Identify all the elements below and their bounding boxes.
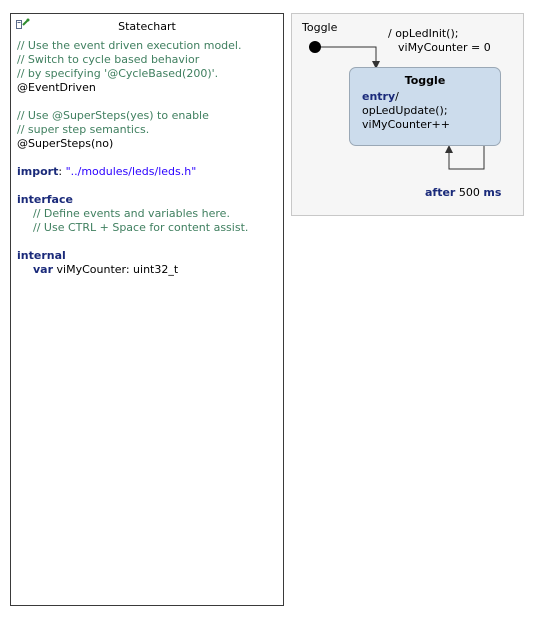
initial-state-dot: [309, 41, 321, 53]
interface-keyword: interface: [17, 193, 73, 206]
initial-transition: [321, 47, 376, 67]
entry-slash: /: [395, 90, 399, 103]
var-keyword: var: [33, 263, 54, 276]
definition-code[interactable]: [17, 39, 248, 277]
after-unit: ms: [483, 186, 502, 199]
code-line: // Define events and variables here.: [33, 207, 230, 220]
self-transition-arrowhead: [445, 145, 453, 153]
import-keyword: import: [17, 165, 59, 178]
code-line: @SuperSteps(no): [17, 137, 114, 150]
import-colon: :: [58, 165, 66, 178]
after-value: 500: [458, 186, 480, 199]
state-action: opLedUpdate();: [362, 104, 448, 117]
blank-line: [17, 235, 248, 249]
self-transition-label[interactable]: [425, 186, 501, 199]
transition-line: / opLedInit();: [388, 27, 459, 40]
after-keyword: after: [425, 186, 456, 199]
code-line: // by specifying '@CycleBased(200)'.: [17, 67, 219, 80]
state-toggle[interactable]: [349, 67, 501, 146]
blank-line: [17, 95, 248, 109]
statechart-definition-panel[interactable]: [10, 13, 284, 606]
region-name: Toggle: [302, 21, 338, 34]
code-line: // Use the event driven execution model.: [17, 39, 242, 52]
transition-line: viMyCounter = 0: [398, 41, 491, 54]
import-path: "../modules/leds/leds.h": [65, 165, 197, 178]
code-line: // super step semantics.: [17, 123, 150, 136]
blank-line: [17, 179, 248, 193]
state-actions: [362, 90, 450, 132]
self-transition: [449, 146, 484, 169]
code-line: @EventDriven: [17, 81, 96, 94]
code-line: // Use @SuperSteps(yes) to enable: [17, 109, 209, 122]
entry-keyword: entry: [362, 90, 396, 103]
panel-title: Statechart: [118, 20, 176, 33]
var-declaration: viMyCounter: uint32_t: [53, 263, 179, 276]
region-toggle[interactable]: [291, 13, 524, 216]
var-line: [17, 263, 248, 277]
blank-line: [17, 151, 248, 165]
state-action: viMyCounter++: [362, 118, 450, 131]
code-line: // Switch to cycle based behavior: [17, 53, 200, 66]
state-name: Toggle: [404, 74, 446, 87]
import-line: [17, 165, 248, 179]
internal-keyword: internal: [17, 249, 66, 262]
code-line: // Use CTRL + Space for content assist.: [33, 221, 249, 234]
initial-transition-label[interactable]: [388, 27, 491, 55]
